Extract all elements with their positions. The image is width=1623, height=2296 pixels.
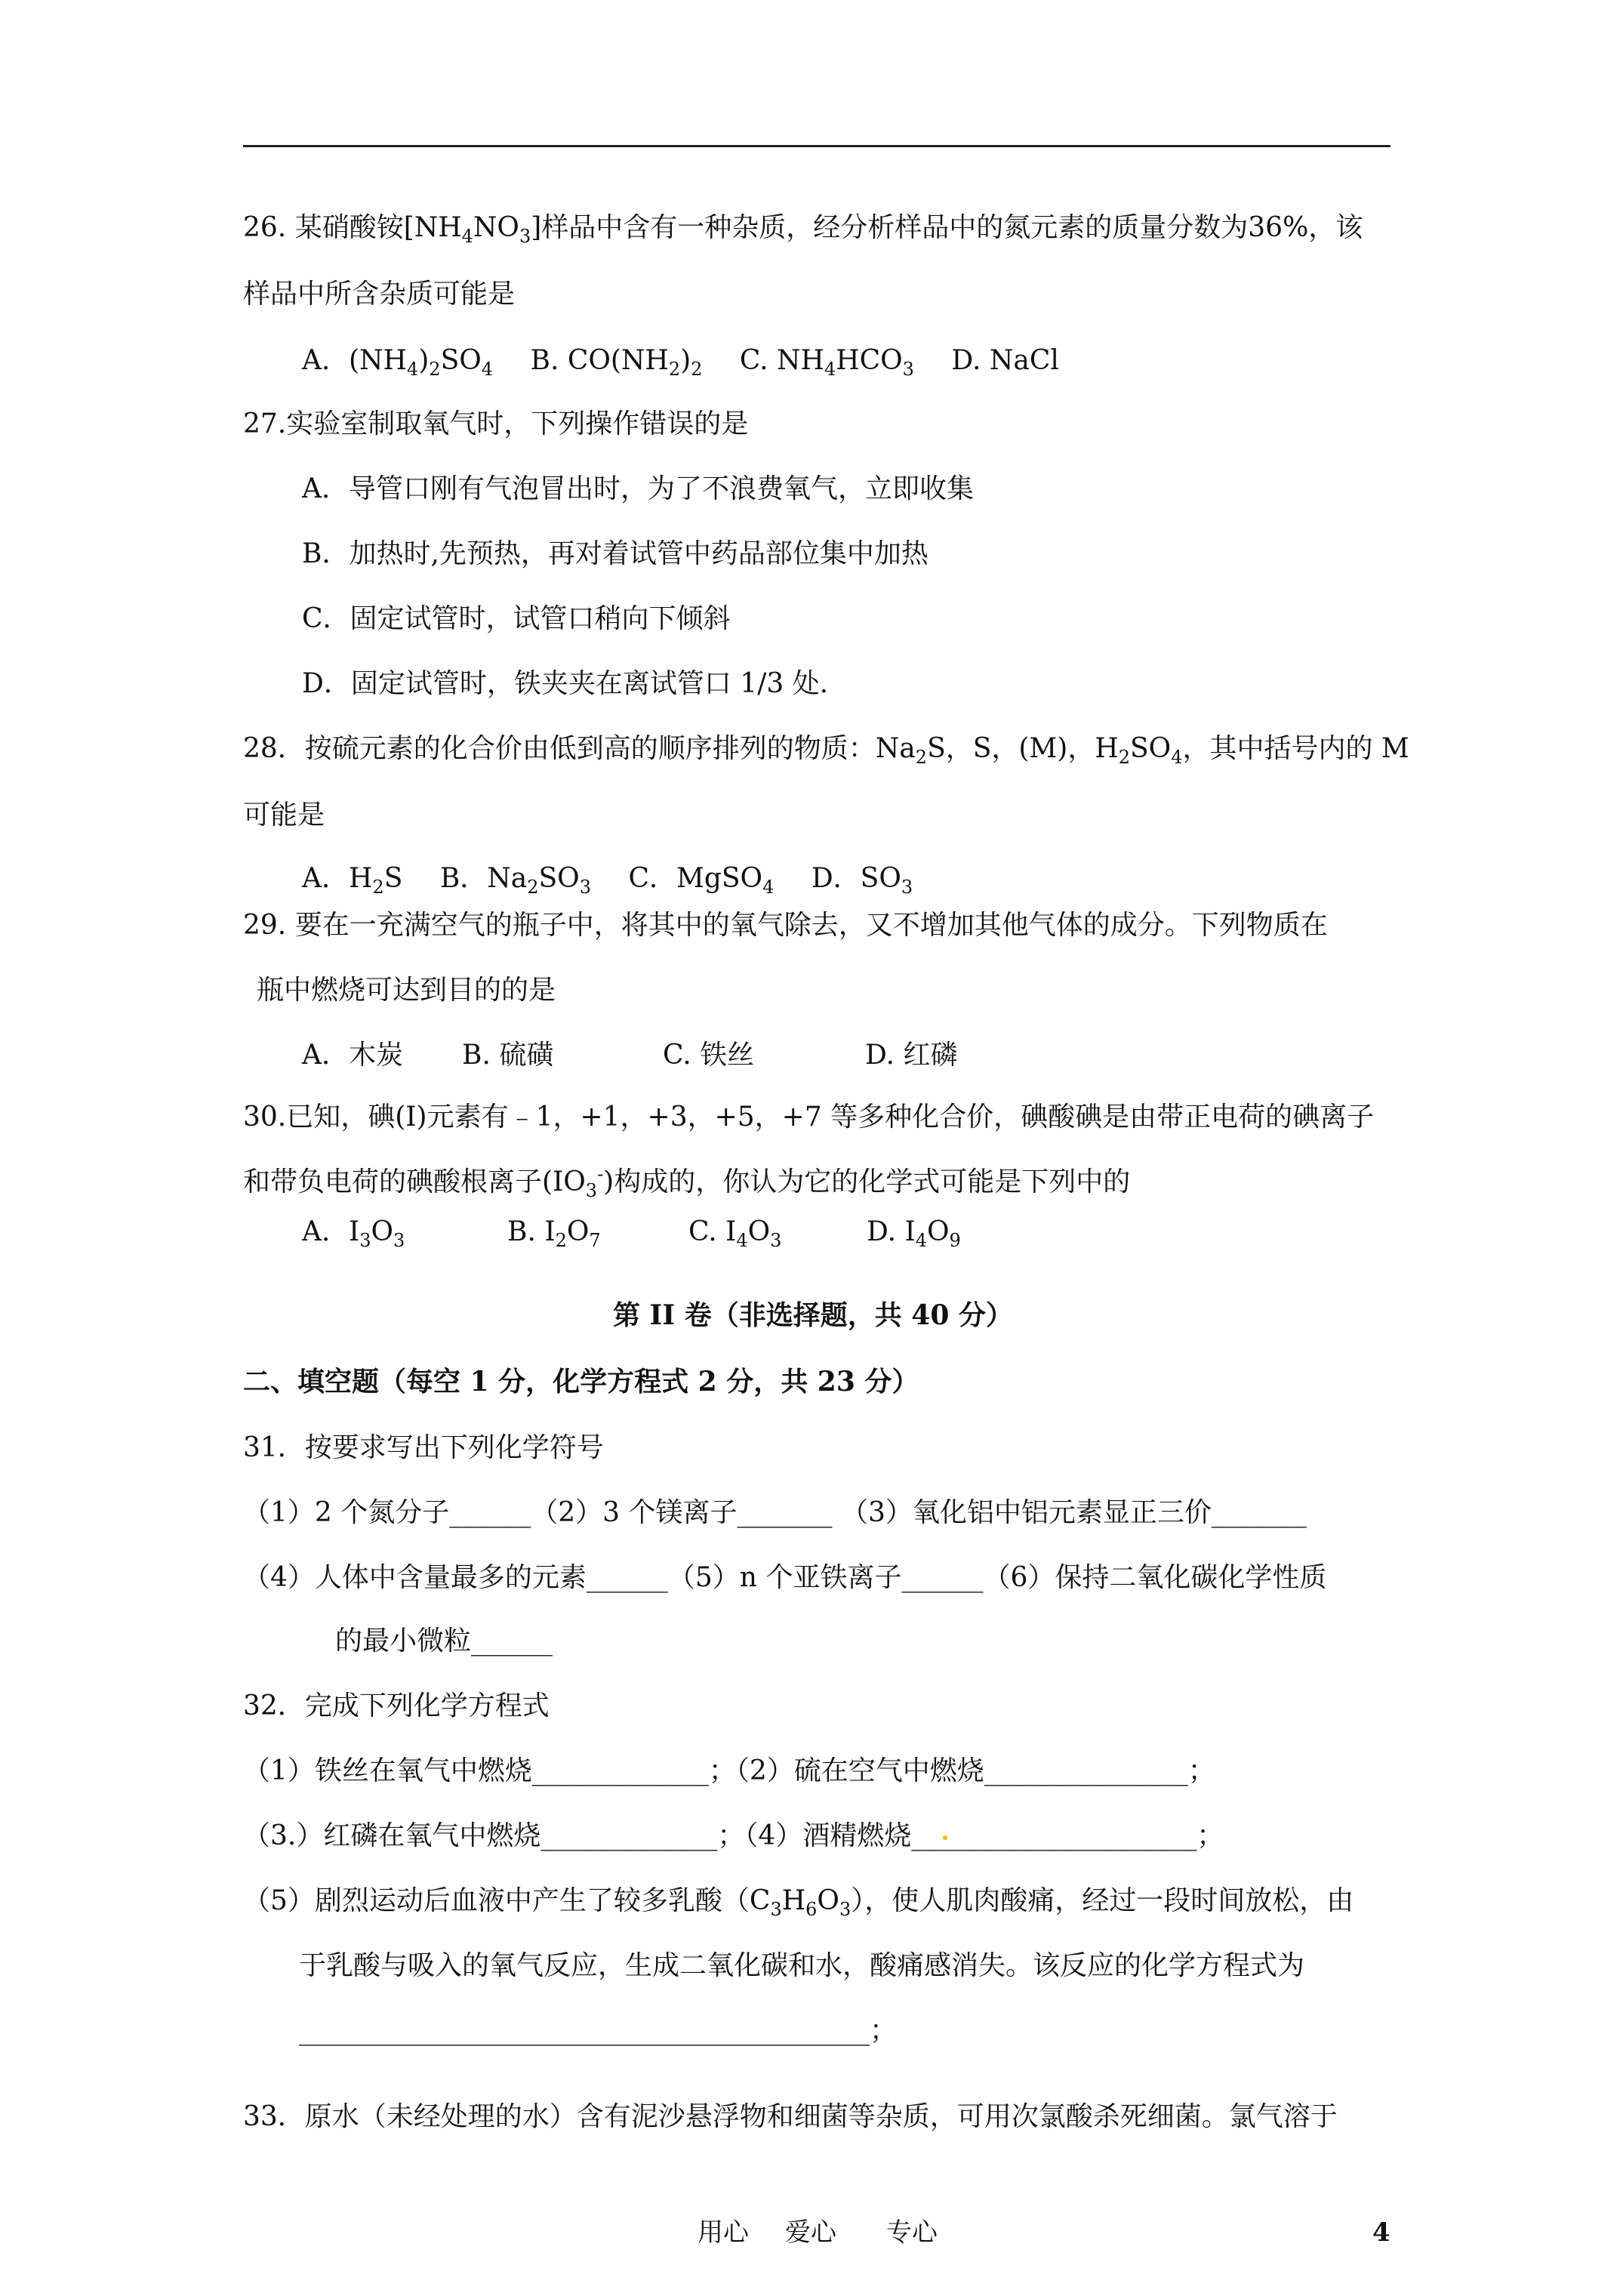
q29-option-d: D. 红磷 — [865, 1040, 958, 1071]
q33-line1: 33．原水（未经处理的水）含有泥沙悬浮物和细菌等杂质，可用次氯酸杀死细菌。氯气溶于 — [243, 2101, 1338, 2132]
q28-options — [302, 861, 941, 897]
q31-line2: （4）人体中含量最多的元素______（5）n 个亚铁离子______（6）保持二氧化碳化学性质 — [243, 1562, 1327, 1593]
footer-word-2: 爱心 — [785, 2217, 836, 2248]
q26-line1: 26. 某硝酸铵$[NH_4NO_3]$样品中含有一种杂质，经分析样品中的氮元素的质量分数为36%，该 — [243, 212, 1363, 247]
footer-word-1: 用心 — [698, 2217, 749, 2248]
fill-in-section-title: 二、填空题（每空 1 分，化学方程式 2 分，共 23 分） — [243, 1366, 919, 1398]
q28-line2: 可能是 — [243, 800, 325, 831]
q29-line1: 29. 要在一充满空气的瓶子中，将其中的氧气除去，又不增加其他气体的成分。下列物质在 — [243, 910, 1328, 941]
q29-option-a: A．木炭 — [302, 1040, 403, 1071]
q32-line4: 于乳酸与吸入的氧气反应，生成二氧化碳和水，酸痛感消失。该反应的化学方程式为 — [299, 1950, 1305, 1981]
q30-option-c: C. $I_4O_3$ — [688, 1216, 782, 1251]
q29-line2: 瓶中燃烧可达到目的的是 — [257, 975, 556, 1006]
q32-line1: （1）铁丝在氧气中燃烧_____________；（2）硫在空气中燃烧_______________； — [243, 1755, 1215, 1786]
q30-line2: 和带负电荷的碘酸根离子$(IO_3^-)$构成的，你认为它的化学式可能是下列中的 — [243, 1163, 1131, 1201]
q29-option-b: B. 硫磺 — [462, 1040, 554, 1071]
q27-option-a: A．导管口刚有气泡冒出时，为了不浪费氧气，立即收集 — [302, 473, 974, 504]
q27-option-b: B．加热时,先预热，再对着试管中药品部位集中加热 — [302, 538, 929, 569]
q30-option-b: B. $I_2O_7$ — [507, 1216, 601, 1251]
section-2-title: 第 II 卷（非选择题，共 40 分） — [613, 1299, 1013, 1331]
q32-line5: __________________________________________； — [299, 2015, 897, 2046]
q27-option-d: D．固定试管时，铁夹夹在离试管口 1/3 处. — [302, 668, 829, 699]
q26-option-c: C. $NH_4HCO_3$ — [739, 345, 914, 380]
q32-stem: 32．完成下列化学方程式 — [243, 1690, 550, 1721]
q32-line2: （3.）红磷在氧气中燃烧_____________；（4）酒精燃烧_____________________； — [243, 1820, 1224, 1851]
q31-stem: 31．按要求写出下列化学符号 — [243, 1432, 604, 1463]
q29-option-c: C. 铁丝 — [663, 1040, 755, 1071]
q28-option-a: A．$H_2S$ — [302, 863, 403, 898]
q30-line1: 30.已知，碘(I)元素有﹣1，+1，+3，+5，+7 等多种化合价，碘酸碘是由带正电荷的碘离子 — [243, 1102, 1375, 1133]
q26-option-a: A．$(NH_4)_2SO_4$ — [302, 345, 494, 380]
q30-option-a: A．$I_3O_3$ — [302, 1216, 405, 1251]
page-number: 4 — [1372, 2217, 1390, 2248]
footer-word-3: 专心 — [886, 2217, 938, 2248]
q28-option-d: D．$SO_3$ — [811, 863, 913, 898]
q26-options — [302, 343, 1088, 379]
header-rule — [243, 145, 1390, 147]
q30-option-d: D. $I_4O_9$ — [867, 1216, 961, 1251]
q28-line1: 28．按硫元素的化合价由低到高的顺序排列的物质：$Na_2S$，S，(M)，$H_2SO_4$，其中括号内的 M — [243, 733, 1409, 768]
q26-option-b: B. $CO(NH_2)_2$ — [530, 345, 703, 380]
q28-option-b: B．$Na_2SO_3$ — [439, 863, 591, 898]
q31-line3: 的最小微粒______ — [335, 1626, 553, 1657]
q27-option-c: C．固定试管时，试管口稍向下倾斜 — [302, 603, 731, 634]
q28-option-c: C．MgSO$_4$ — [628, 863, 775, 898]
q26-option-d: D. NaCl — [951, 345, 1059, 376]
q26-line2: 样品中所含杂质可能是 — [243, 279, 516, 310]
q32-line3: （5）剧烈运动后血液中产生了较多乳酸$(C_3H_6O_3)$，使人肌肉酸痛，经过一段时间放松，由 — [243, 1885, 1354, 1920]
q27-stem: 27.实验室制取氧气时，下列操作错误的是 — [243, 408, 749, 439]
q31-line1: （1）2 个氮分子______（2）3 个镁离子_______ （3）氧化铝中铝元素显正三价_______ — [243, 1497, 1307, 1528]
